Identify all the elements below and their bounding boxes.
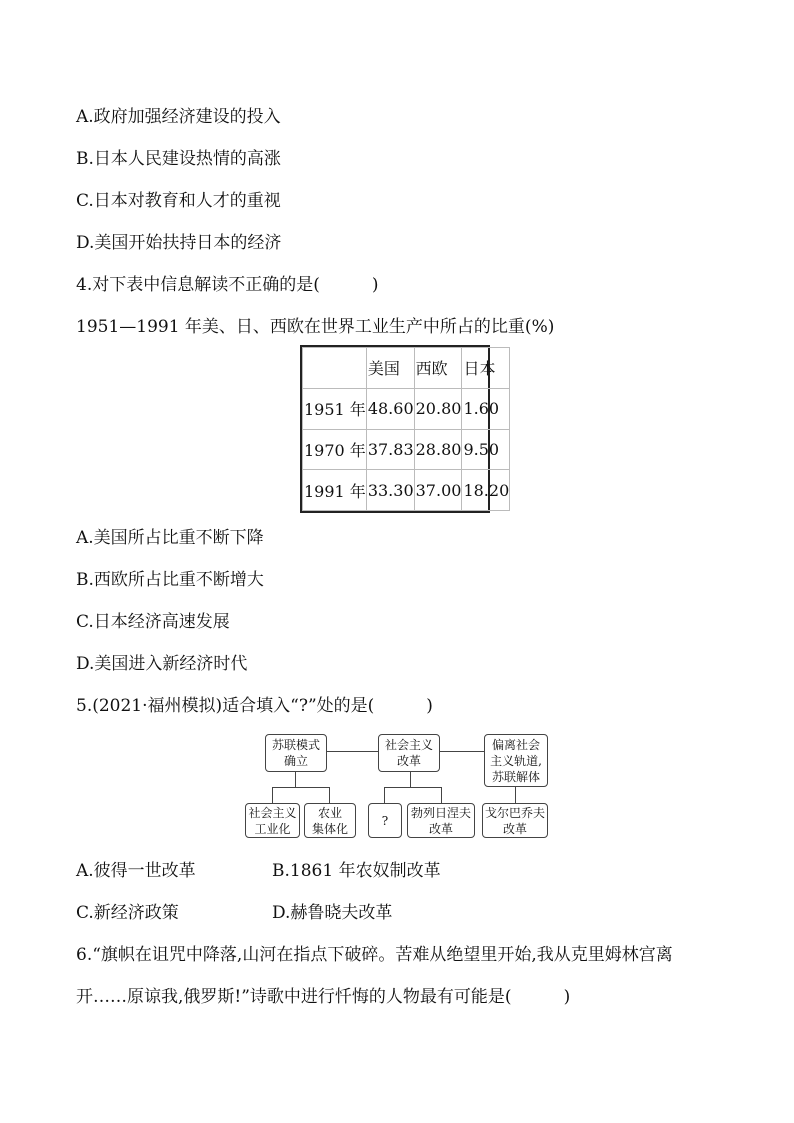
q5-option-b: B.1861 年农奴制改革 [272,861,441,881]
table-header-cell [303,348,367,389]
diagram-box-text: 改革 [396,754,421,768]
q3-option-d: D.美国开始扶持日本的经济 [76,233,282,253]
diagram-box-text: ? [381,813,389,828]
connector-line [515,787,516,803]
diagram-box-industrialization [245,803,300,838]
diagram-box-brezhnev [407,803,475,838]
diagram-box-text: 农业 [317,805,342,820]
q3-option-c: C.日本对教育和人才的重视 [76,191,281,211]
diagram-box-collectivization [304,803,356,838]
q3-option-b: B.日本人民建设热情的高涨 [76,149,281,169]
table-row [303,470,510,511]
diagram-box-question [368,803,402,838]
q4-option-a: A.美国所占比重不断下降 [76,528,264,548]
table-cell: 9.50 [462,429,510,470]
q5-stem [76,694,433,718]
table-header-cell: 西欧 [414,348,462,389]
q5-option-a: A.彼得一世改革 [76,861,196,881]
diagram-box-text: 确立 [283,754,308,768]
table-cell: 48.60 [366,388,414,429]
table-cell: 20.80 [414,388,462,429]
diagram-box-gorbachev [482,803,548,838]
diagram-box-text: 工业化 [254,821,291,836]
q6-line-2 [76,985,570,1009]
q5-close-paren: ) [426,696,433,716]
table-cell: 1991 年 [303,470,367,511]
table-cell: 1970 年 [303,429,367,470]
q6-close-paren: ) [563,987,571,1007]
table-row [303,429,510,470]
q4-option-b: B.西欧所占比重不断增大 [76,570,264,590]
diagram-box-text: 集体化 [311,821,348,836]
diagram-box-text: 勃列日涅夫 [410,805,471,820]
q4-stem-text: 4.对下表中信息解读不正确的是( [76,275,320,295]
q6-line-1: 6.“旗帜在诅咒中降落,山河在指点下破碎。苦难从绝望里开始,我从克里姆林宫离 [76,945,673,965]
connector-line [384,787,442,788]
table-header-row [303,348,510,389]
diagram-box-text: 主义轨道, [490,753,542,768]
q5-option-d: D.赫鲁晓夫改革 [272,903,393,923]
connector-line [272,787,273,803]
connector-line [326,751,378,752]
q4-close-paren: ) [371,275,379,295]
diagram-box-text: 改革 [502,821,527,836]
connector-line [441,787,442,803]
q5-options-row-2 [76,901,392,925]
q6-stem-text: 开……原谅我,俄罗斯!”诗歌中进行忏悔的人物最有可能是( [76,987,512,1007]
table-cell: 28.80 [414,429,462,470]
table-cell: 1.60 [462,388,510,429]
diagram-box-text: 改革 [428,821,453,836]
q5-stem-text: 5.(2021·福州模拟)适合填入“?”处的是( [76,696,375,716]
diagram-box-text: 社会主义 [384,738,433,752]
table-cell: 37.83 [366,429,414,470]
q3-option-a: A.政府加强经济建设的投入 [76,107,281,127]
connector-line [295,771,296,787]
table-cell: 33.30 [366,470,414,511]
diagram-box-text: 苏联模式 [271,738,320,752]
table-header-cell: 美国 [366,348,414,389]
connector-line [329,787,330,803]
industrial-share-table [300,345,510,513]
diagram-box-ussr-collapse [484,734,548,787]
diagram-box-text: 偏离社会 [491,737,540,752]
q5-option-c: C.新经济政策 [76,903,179,923]
table-cell: 1951 年 [303,388,367,429]
diagram-box-text: 苏联解体 [491,769,540,784]
connector-line [440,751,484,752]
connector-line [410,771,411,787]
q4-option-c: C.日本经济高速发展 [76,612,230,632]
table-cell: 37.00 [414,470,462,511]
connector-line [272,787,330,788]
table-row [303,388,510,429]
diagram-box-text: 社会主义 [248,805,297,820]
table-cell: 18.20 [462,470,510,511]
table-header-cell: 日本 [462,348,510,389]
connector-line [384,787,385,803]
q4-option-d: D.美国进入新经济时代 [76,654,248,674]
q4-stem [76,273,379,297]
diagram-box-text: 戈尔巴乔夫 [484,805,545,820]
q4-table-title: 1951—1991 年美、日、西欧在世界工业生产中所占的比重(%) [76,317,555,337]
diagram-box-socialist-reform [378,734,440,772]
diagram-box-soviet-model [265,734,327,772]
q5-options-row-1 [76,859,441,883]
